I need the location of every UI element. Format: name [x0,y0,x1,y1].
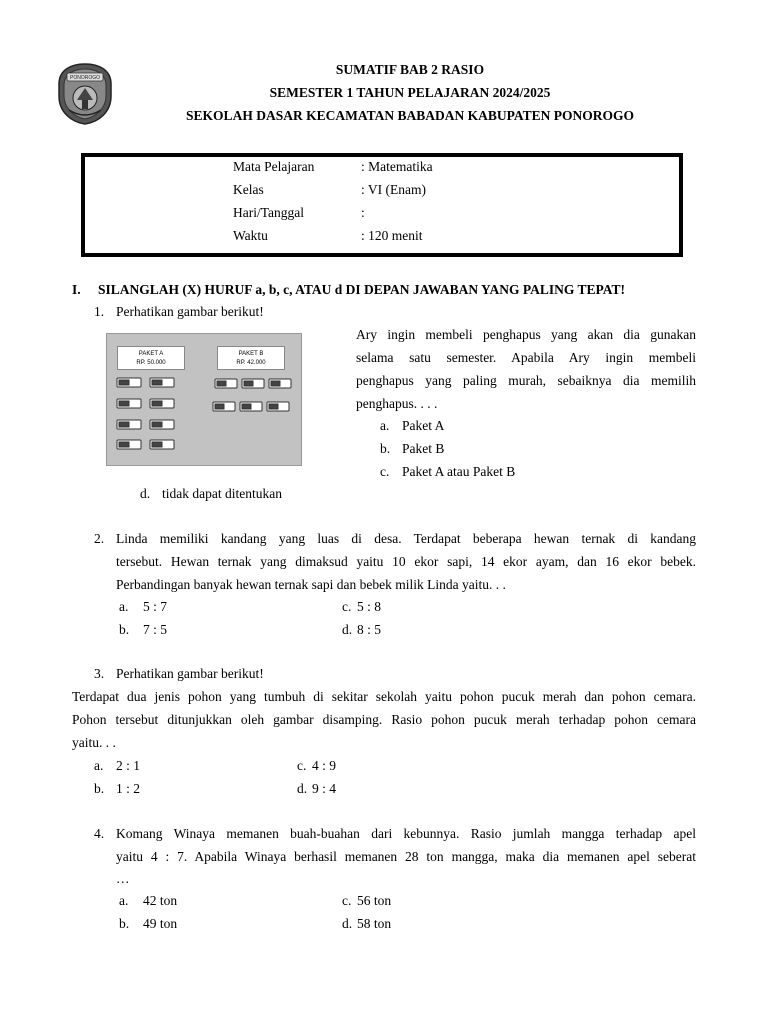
q4-text-line: Komang Winaya memanen buah-buahan dari kebunnya. Rasio jumlah mangga terhadap apel [116,826,696,841]
info-box [81,153,683,257]
q2-text-line: Linda memiliki kandang yang luas di desa. Terdapat beberapa hewan ternak di kandang [116,531,696,546]
q4-option-letter: a. [119,893,129,908]
q2-option-b[interactable]: 7 : 5 [143,622,168,637]
q1-option-c[interactable]: Paket A atau Paket B [402,464,516,479]
q2-option-c[interactable]: 5 : 8 [357,599,382,614]
q3-option-a[interactable]: 2 : 1 [116,758,141,773]
eraser-icon [117,378,141,387]
q1-option-a[interactable]: Paket A [402,418,445,433]
q2-option-letter: d. [342,622,353,637]
title-line-3: SEKOLAH DASAR KECAMATAN BABADAN KABUPATEN PONOROGO [186,108,634,123]
q3-number: 3. [94,666,105,681]
q4-option-d[interactable]: 58 ton [357,916,392,931]
title-line-1: SUMATIF BAB 2 RASIO [335,62,485,77]
section-title: SILANGLAH (X) HURUF a, b, c, ATAU d DI DEPAN JAWABAN YANG PALING TEPAT! [98,282,626,297]
q3-option-letter: d. [297,781,308,796]
q4-option-letter: c. [342,893,352,908]
eraser-icon [213,402,235,411]
q1-number: 1. [94,304,105,319]
q1-text-line: penghapus. . . . [356,396,438,411]
section-number: I. [72,282,81,297]
eraser-icon [240,402,262,411]
title-line-2: SEMESTER 1 TAHUN PELAJARAN 2024/2025 [269,85,551,100]
q2-number: 2. [94,531,105,546]
q1-option-letter: d. [140,486,151,501]
q4-option-c[interactable]: 56 ton [357,893,392,908]
info-value: : [361,205,365,220]
q3-option-d[interactable]: 9 : 4 [312,781,337,796]
eraser-icon [117,440,141,449]
paket-a-name: PAKET A [138,351,164,357]
info-label: Hari/Tanggal [233,205,305,220]
erasers-drawing [107,334,301,465]
q3-option-letter: a. [94,758,104,773]
q4-text-line: yaitu 4 : 7. Apabila Winaya berhasil memanen 28 ton mangga, maka dia memanen apel seberat [116,849,696,864]
eraser-icon [150,378,174,387]
q1-eraser-picture [106,333,302,466]
q3-option-letter: c. [297,758,307,773]
q3-option-b[interactable]: 1 : 2 [116,781,141,796]
info-value: : 120 menit [361,228,423,243]
paket-a-price: RP. 50.000 [136,360,166,366]
eraser-icon [117,420,141,429]
q1-option-letter: b. [380,441,391,456]
eraser-icon [215,379,237,388]
q2-option-letter: b. [119,622,130,637]
q1-intro: Perhatikan gambar berikut! [116,304,264,319]
paket-b-name: PAKET B [238,351,264,357]
info-value: : Matematika [361,159,433,174]
info-value: : VI (Enam) [361,182,426,197]
eraser-icon [117,399,141,408]
logo-text: PONOROGO [69,75,101,81]
q3-text-line: Pohon tersebut ditunjukkan oleh gambar disamping. Rasio pohon pucuk merah terhadap pohon cemara [72,712,696,727]
q3-intro: Perhatikan gambar berikut! [116,666,264,681]
q1-text-line: selama satu semester. Apabila Ary ingin membeli [356,350,696,365]
paket-b-price: RP. 42.000 [236,360,266,366]
q4-option-a[interactable]: 42 ton [143,893,178,908]
q3-text-line: Terdapat dua jenis pohon yang tumbuh di sekitar sekolah yaitu pohon pucuk merah dan pohon cemara. [72,689,696,704]
q1-text-line: penghapus yang paling murah, sebaiknya dia memilih [356,373,696,388]
info-label: Kelas [233,182,264,197]
q2-option-a[interactable]: 5 : 7 [143,599,168,614]
q4-number: 4. [94,826,105,841]
q2-option-d[interactable]: 8 : 5 [357,622,382,637]
eraser-icon [150,420,174,429]
q4-option-letter: d. [342,916,353,931]
q1-option-letter: c. [380,464,390,479]
q2-text-line: Perbandingan banyak hewan ternak sapi dan bebek milik Linda yaitu. . . [116,577,506,592]
eraser-icon [267,402,289,411]
eraser-icon [269,379,291,388]
q1-option-b[interactable]: Paket B [402,441,445,456]
q2-text-line: tersebut. Hewan ternak yang dimaksud yaitu 10 ekor sapi, 14 ekor ayam, dan 16 ekor bebek. [116,554,696,569]
eraser-icon [150,440,174,449]
q3-option-c[interactable]: 4 : 9 [312,758,337,773]
q4-option-letter: b. [119,916,130,931]
info-label: Mata Pelajaran [233,159,315,174]
q2-option-letter: a. [119,599,129,614]
q3-text-line: yaitu. . . [72,735,116,750]
q2-option-letter: c. [342,599,352,614]
q4-text-line: … [116,871,130,886]
q1-text-line: Ary ingin membeli penghapus yang akan dia gunakan [356,327,696,342]
info-label: Waktu [233,228,268,243]
q3-option-letter: b. [94,781,105,796]
q1-option-letter: a. [380,418,390,433]
eraser-icon [242,379,264,388]
q1-option-d[interactable]: tidak dapat ditentukan [162,486,282,501]
q4-option-b[interactable]: 49 ton [143,916,178,931]
eraser-icon [150,399,174,408]
